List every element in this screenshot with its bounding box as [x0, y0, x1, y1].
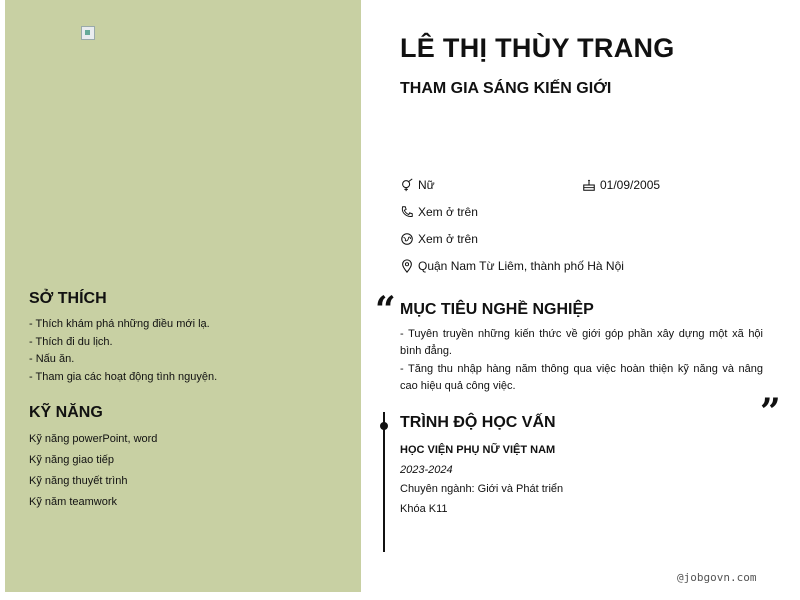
phone-value: Xem ở trên: [418, 205, 478, 219]
education-years: 2023-2024: [400, 464, 453, 476]
person-name: LÊ THỊ THÙY TRANG: [400, 33, 675, 63]
watermark: @jobgovn.com: [677, 571, 757, 584]
objective-title: MỤC TIÊU NGHỀ NGHIỆP: [400, 301, 594, 318]
avatar: [81, 26, 95, 40]
timeline-line: [383, 412, 385, 552]
phone-row: [400, 205, 478, 219]
gender-value: Nữ: [418, 178, 435, 192]
website-row: [400, 232, 478, 246]
close-quote-icon: ”: [760, 391, 781, 433]
education-course: Khóa K11: [400, 503, 448, 515]
birthday-value: 01/09/2005: [600, 178, 661, 192]
birthday-row: [582, 178, 660, 192]
gender-row: [400, 178, 435, 192]
skill-item: Kỹ năng giao tiếp: [29, 454, 115, 466]
cake-icon: [582, 178, 596, 192]
skill-item: Kỹ năng thuyết trình: [29, 475, 128, 487]
skill-item: Kỹ năng powerPoint, word: [29, 433, 158, 445]
hobby-item: - Nấu ăn.: [29, 353, 75, 365]
phone-icon: [400, 205, 414, 219]
skills-title: KỸ NĂNG: [29, 404, 103, 421]
address-row: [400, 259, 624, 273]
timeline-dot: [380, 422, 388, 430]
website-value: Xem ở trên: [418, 232, 478, 246]
job-title: THAM GIA SÁNG KIẾN GIỚI: [400, 80, 612, 97]
hobby-item: - Thích khám phá những điều mới lạ.: [29, 318, 210, 330]
education-title: TRÌNH ĐỘ HỌC VẤN: [400, 414, 556, 431]
objective-line: - Tăng thu nhập hàng năm thông qua việc hoàn thiện kỹ năng và nâng cao hiệu quả công việc.: [400, 363, 763, 392]
sidebar: [5, 0, 361, 592]
hobbies-title: SỞ THÍCH: [29, 290, 107, 307]
hobby-item: - Tham gia các hoạt động tình nguyện.: [29, 371, 218, 383]
skill-item: Kỹ năm teamwork: [29, 496, 118, 508]
school-name: HỌC VIỆN PHỤ NỮ VIỆT NAM: [400, 444, 556, 456]
objective-line: - Tuyên truyền những kiến thức về giới góp phần xây dựng một xã hội bình đẳng.: [400, 328, 763, 357]
education-major: Chuyên ngành: Giới và Phát triển: [400, 483, 564, 495]
globe-icon: [400, 232, 414, 246]
open-quote-icon: “: [375, 289, 396, 331]
address-value: Quận Nam Từ Liêm, thành phố Hà Nội: [418, 259, 624, 273]
location-pin-icon: [400, 259, 414, 273]
gender-icon: [400, 178, 414, 192]
hobby-item: - Thích đi du lịch.: [29, 336, 113, 348]
